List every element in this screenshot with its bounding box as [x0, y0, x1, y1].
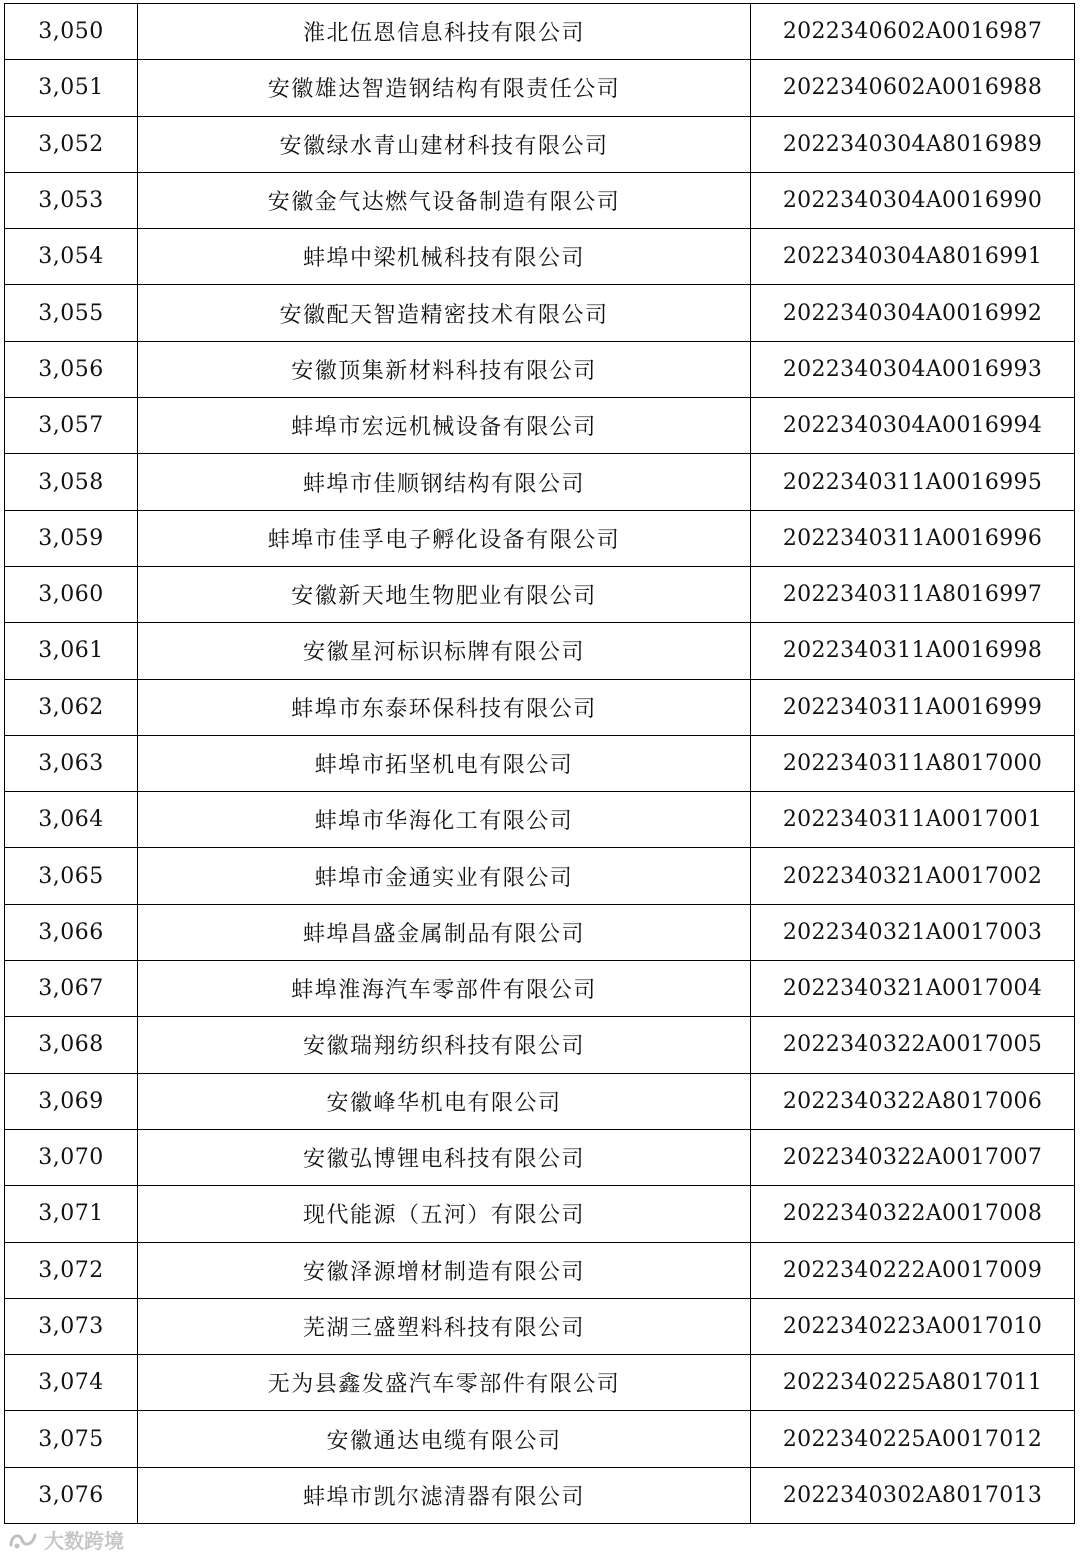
registration-code-cell: 2022340322A0017008	[751, 1186, 1075, 1242]
company-name-cell: 安徽星河标识标牌有限公司	[138, 623, 751, 679]
company-name-cell: 安徽泽源增材制造有限公司	[138, 1242, 751, 1298]
row-number-cell: 3,067	[5, 961, 138, 1017]
company-table-container	[4, 3, 1074, 1524]
table-row	[5, 398, 1075, 454]
table-row	[5, 60, 1075, 116]
company-name-cell: 无为县鑫发盛汽车零部件有限公司	[138, 1355, 751, 1411]
company-name-cell: 蚌埠市佳孚电子孵化设备有限公司	[138, 510, 751, 566]
company-table	[4, 3, 1075, 1524]
table-row	[5, 792, 1075, 848]
company-name-cell: 安徽金气达燃气设备制造有限公司	[138, 172, 751, 228]
row-number-cell: 3,061	[5, 623, 138, 679]
row-number-cell: 3,074	[5, 1355, 138, 1411]
row-number-cell: 3,057	[5, 398, 138, 454]
company-name-cell: 安徽弘博锂电科技有限公司	[138, 1129, 751, 1185]
company-name-cell: 安徽瑞翔纺织科技有限公司	[138, 1017, 751, 1073]
registration-code-cell: 2022340311A0017001	[751, 792, 1075, 848]
registration-code-cell: 2022340225A8017011	[751, 1355, 1075, 1411]
table-row	[5, 1298, 1075, 1354]
registration-code-cell: 2022340304A0016994	[751, 398, 1075, 454]
company-name-cell: 蚌埠市拓坚机电有限公司	[138, 735, 751, 791]
row-number-cell: 3,053	[5, 172, 138, 228]
company-name-cell: 蚌埠市华海化工有限公司	[138, 792, 751, 848]
row-number-cell: 3,059	[5, 510, 138, 566]
row-number-cell: 3,054	[5, 229, 138, 285]
watermark	[8, 1525, 124, 1554]
table-row	[5, 904, 1075, 960]
company-name-cell: 安徽绿水青山建材科技有限公司	[138, 116, 751, 172]
company-name-cell: 淮北伍恩信息科技有限公司	[138, 4, 751, 60]
row-number-cell: 3,055	[5, 285, 138, 341]
company-name-cell: 芜湖三盛塑料科技有限公司	[138, 1298, 751, 1354]
row-number-cell: 3,062	[5, 679, 138, 735]
table-row	[5, 1242, 1075, 1298]
registration-code-cell: 2022340311A8017000	[751, 735, 1075, 791]
table-row	[5, 229, 1075, 285]
table-row	[5, 1129, 1075, 1185]
row-number-cell: 3,063	[5, 735, 138, 791]
row-number-cell: 3,056	[5, 341, 138, 397]
table-row	[5, 1186, 1075, 1242]
registration-code-cell: 2022340602A0016987	[751, 4, 1075, 60]
registration-code-cell: 2022340311A0016995	[751, 454, 1075, 510]
company-name-cell: 安徽通达电缆有限公司	[138, 1411, 751, 1467]
table-row	[5, 172, 1075, 228]
registration-code-cell: 2022340304A8016989	[751, 116, 1075, 172]
company-name-cell: 安徽雄达智造钢结构有限责任公司	[138, 60, 751, 116]
registration-code-cell: 2022340322A0017005	[751, 1017, 1075, 1073]
registration-code-cell: 2022340304A0016993	[751, 341, 1075, 397]
registration-code-cell: 2022340304A0016992	[751, 285, 1075, 341]
company-name-cell: 安徽顶集新材料科技有限公司	[138, 341, 751, 397]
registration-code-cell: 2022340311A0016999	[751, 679, 1075, 735]
row-number-cell: 3,051	[5, 60, 138, 116]
table-row	[5, 341, 1075, 397]
registration-code-cell: 2022340321A0017004	[751, 961, 1075, 1017]
table-row	[5, 735, 1075, 791]
row-number-cell: 3,065	[5, 848, 138, 904]
row-number-cell: 3,052	[5, 116, 138, 172]
company-name-cell: 蚌埠中梁机械科技有限公司	[138, 229, 751, 285]
registration-code-cell: 2022340304A8016991	[751, 229, 1075, 285]
company-name-cell: 蚌埠昌盛金属制品有限公司	[138, 904, 751, 960]
table-row	[5, 1017, 1075, 1073]
table-row	[5, 510, 1075, 566]
watermark-text: 大数跨境	[44, 1529, 124, 1553]
table-row	[5, 454, 1075, 510]
row-number-cell: 3,072	[5, 1242, 138, 1298]
table-row	[5, 566, 1075, 622]
table-row	[5, 1467, 1075, 1523]
table-row	[5, 961, 1075, 1017]
row-number-cell: 3,076	[5, 1467, 138, 1523]
table-row	[5, 1411, 1075, 1467]
company-name-cell: 蚌埠淮海汽车零部件有限公司	[138, 961, 751, 1017]
registration-code-cell: 2022340311A0016996	[751, 510, 1075, 566]
row-number-cell: 3,075	[5, 1411, 138, 1467]
table-row	[5, 4, 1075, 60]
table-body	[5, 4, 1075, 1524]
table-row	[5, 623, 1075, 679]
registration-code-cell: 2022340302A8017013	[751, 1467, 1075, 1523]
row-number-cell: 3,073	[5, 1298, 138, 1354]
company-name-cell: 安徽新天地生物肥业有限公司	[138, 566, 751, 622]
row-number-cell: 3,068	[5, 1017, 138, 1073]
registration-code-cell: 2022340321A0017002	[751, 848, 1075, 904]
row-number-cell: 3,071	[5, 1186, 138, 1242]
row-number-cell: 3,070	[5, 1129, 138, 1185]
company-name-cell: 蚌埠市凯尔滤清器有限公司	[138, 1467, 751, 1523]
registration-code-cell: 2022340222A0017009	[751, 1242, 1075, 1298]
registration-code-cell: 2022340321A0017003	[751, 904, 1075, 960]
row-number-cell: 3,060	[5, 566, 138, 622]
company-name-cell: 蚌埠市宏远机械设备有限公司	[138, 398, 751, 454]
registration-code-cell: 2022340311A8016997	[751, 566, 1075, 622]
logo-icon	[8, 1529, 38, 1551]
registration-code-cell: 2022340322A0017007	[751, 1129, 1075, 1185]
table-row	[5, 679, 1075, 735]
company-name-cell: 蚌埠市金通实业有限公司	[138, 848, 751, 904]
row-number-cell: 3,050	[5, 4, 138, 60]
row-number-cell: 3,064	[5, 792, 138, 848]
table-row	[5, 1073, 1075, 1129]
registration-code-cell: 2022340322A8017006	[751, 1073, 1075, 1129]
registration-code-cell: 2022340304A0016990	[751, 172, 1075, 228]
table-row	[5, 848, 1075, 904]
company-name-cell: 现代能源（五河）有限公司	[138, 1186, 751, 1242]
table-row	[5, 285, 1075, 341]
registration-code-cell: 2022340311A0016998	[751, 623, 1075, 679]
company-name-cell: 安徽配天智造精密技术有限公司	[138, 285, 751, 341]
registration-code-cell: 2022340225A0017012	[751, 1411, 1075, 1467]
company-name-cell: 蚌埠市东泰环保科技有限公司	[138, 679, 751, 735]
registration-code-cell: 2022340223A0017010	[751, 1298, 1075, 1354]
row-number-cell: 3,066	[5, 904, 138, 960]
table-row	[5, 116, 1075, 172]
registration-code-cell: 2022340602A0016988	[751, 60, 1075, 116]
table-row	[5, 1355, 1075, 1411]
row-number-cell: 3,069	[5, 1073, 138, 1129]
company-name-cell: 蚌埠市佳顺钢结构有限公司	[138, 454, 751, 510]
company-name-cell: 安徽峰华机电有限公司	[138, 1073, 751, 1129]
row-number-cell: 3,058	[5, 454, 138, 510]
